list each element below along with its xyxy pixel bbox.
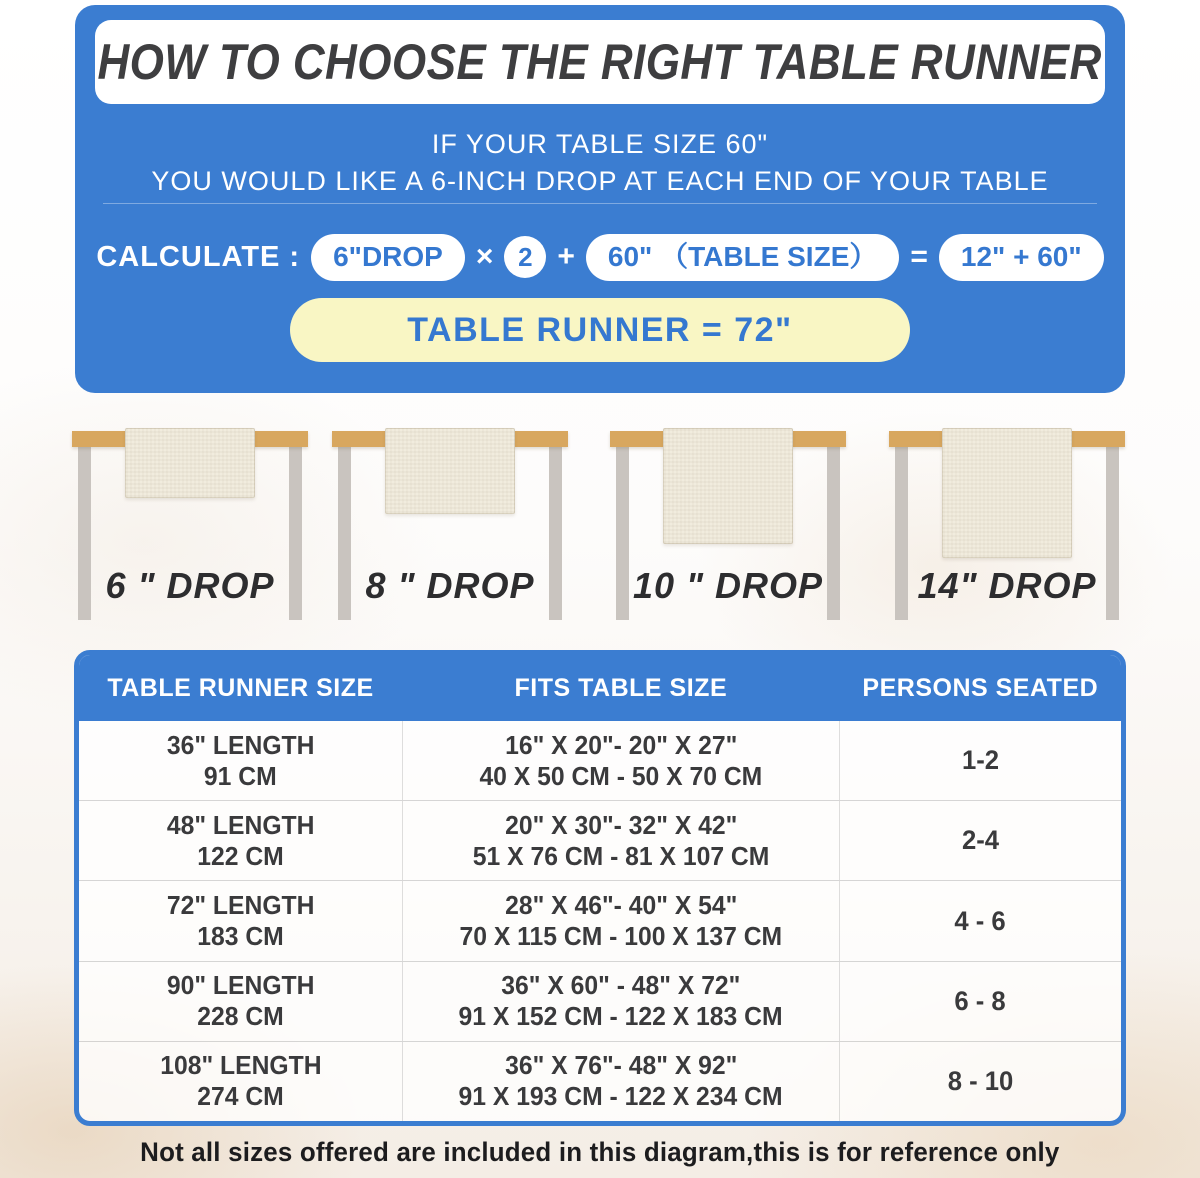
column-header-runner-size: TABLE RUNNER SIZE [107,673,374,702]
size-chart-panel [74,650,1126,1126]
runner-drape [663,428,793,544]
size-chart-header [79,655,1121,721]
drop-example-8in [332,425,568,625]
times-sign: × [475,240,494,274]
table-row [79,961,1121,1041]
fits-size-cell: 16" X 20"- 20" X 27" 40 X 50 CM - 50 X 70 CM [402,721,840,800]
fits-size-cell: 36" X 76"- 48" X 92" 91 X 193 CM - 122 X 234 CM [402,1042,840,1121]
runner-size-cell: 48" LENGTH 122 CM [166,809,315,871]
fits-size-cell: 20" X 30"- 32" X 42" 51 X 76 CM - 81 X 107 CM [402,801,840,880]
calculate-label: CALCULATE : [96,240,301,273]
runner-size-cell: 36" LENGTH 91 CM [166,729,315,791]
multiplier-circle: 2 [504,236,546,278]
page-title: HOW TO CHOOSE THE RIGHT TABLE RUNNER [97,34,1103,90]
drop-example-14in [889,425,1125,625]
table-row [79,721,1121,800]
fits-size-cell: 28" X 46"- 40" X 54" 70 X 115 CM - 100 X 137 CM [402,881,840,960]
runner-size-cell: 108" LENGTH 274 CM [159,1050,322,1112]
header-divider [103,203,1097,204]
header-panel [75,5,1125,393]
fits-size-cell: 36" X 60" - 48" X 72" 91 X 152 CM - 122 X 183 CM [402,962,840,1041]
drop-label: 8 " DROP [365,565,535,606]
drop-label: 6 " DROP [105,565,275,606]
runner-drape [942,428,1072,558]
persons-cell: 1-2 [961,745,999,776]
persons-cell: 4 - 6 [954,905,1006,936]
title-banner [95,20,1105,104]
header-subtitles [75,126,1125,200]
persons-cell: 6 - 8 [954,985,1006,1016]
drop-value-pill: 6"DROP [311,234,465,281]
drop-label: 14" DROP [917,565,1097,606]
subtitle-line-2: YOU WOULD LIKE A 6-INCH DROP AT EACH END OF YOUR TABLE [151,166,1049,196]
plus-sign: + [557,240,575,274]
runner-result-pill: TABLE RUNNER = 72" [290,298,910,362]
table-row [79,800,1121,880]
table-row [79,1041,1121,1121]
drop-label: 10 " DROP [632,565,824,606]
table-size-pill: 60" （TABLE SIZE） [586,234,899,281]
column-header-fits-table-size: FITS TABLE SIZE [514,673,728,702]
runner-size-cell: 72" LENGTH 183 CM [166,890,315,951]
reference-note: Not all sizes offered are included in this diagram,this is for reference only [140,1137,1060,1167]
sum-pill: 12" + 60" [939,234,1104,281]
runner-drape [385,428,515,514]
subtitle-line-1: IF YOUR TABLE SIZE 60" [431,129,769,159]
drop-example-6in [72,425,308,625]
runner-size-cell: 90" LENGTH 228 CM [166,970,315,1032]
calculation-row [75,234,1125,281]
table-row [79,880,1121,960]
column-header-persons-seated: PERSONS SEATED [862,673,1099,702]
persons-cell: 2-4 [961,825,999,856]
drop-example-10in [610,425,846,625]
size-chart-body [79,721,1121,1121]
persons-cell: 8 - 10 [947,1065,1014,1096]
equals-sign: = [910,240,928,274]
runner-drape [125,428,255,498]
